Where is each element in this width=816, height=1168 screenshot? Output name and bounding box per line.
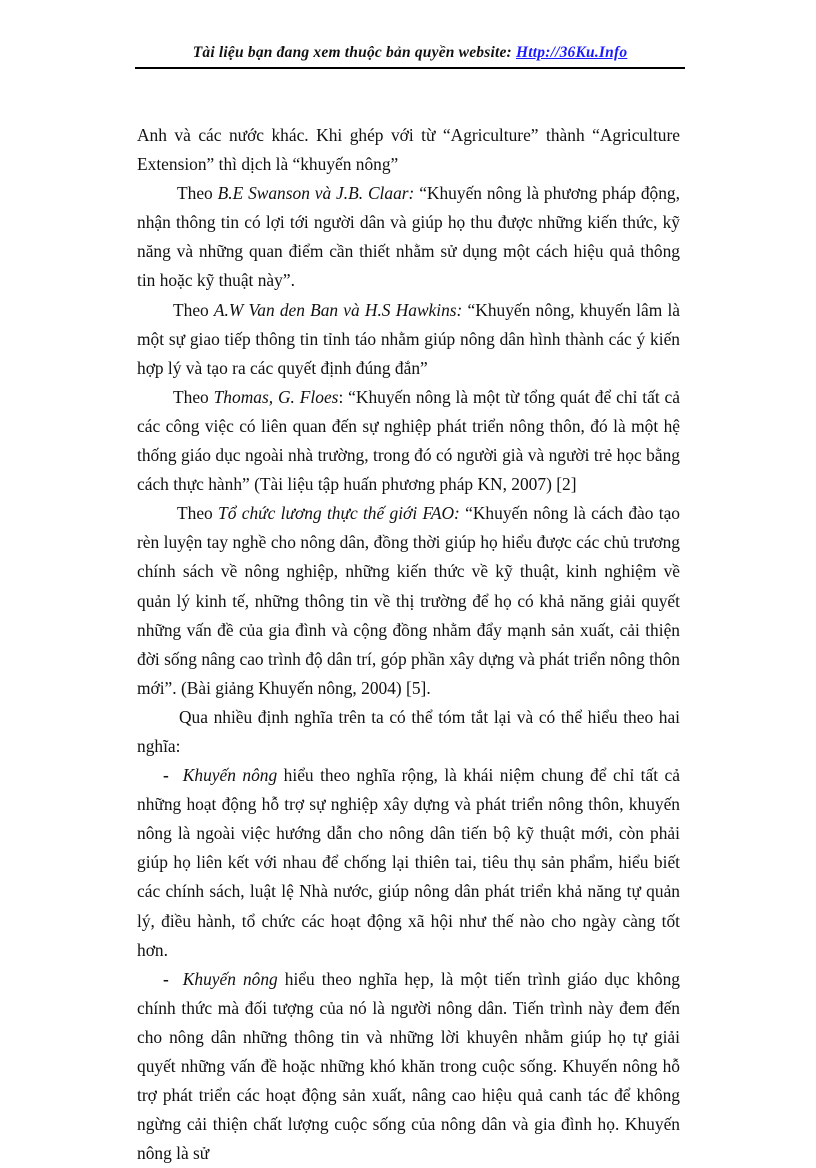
bullet-dash: - xyxy=(163,968,169,989)
paragraph-fao: Theo Tổ chức lương thực thế giới FAO: “Khuyến nông là cách đào tạo rèn luyện tay nghề cho nông dân, đồng thời giúp họ hiểu được các chủ trương chính sách về nông nghiệp, những kiến thức về kỹ thuật, kinh nghiệm về quản lý kinh tế, những thông tin về thị trường để họ có khả năng giải quyết những vấn đề của gia đình và cộng đồng nhằm đẩy mạnh sản xuất, cải thiện đời sống nâng cao trình độ dân trí, góp phần xây dựng và phát triển nông thôn mới”. (Bài giảng Khuyến nông, 2004) [5]. xyxy=(137,503,681,698)
paragraph-thomas: Theo Thomas, G. Floes: “Khuyến nông là một từ tổng quát để chỉ tất cả các công việc có liên quan đến sự nghiệp phát triển nông thôn, đó là một hệ thống giáo dục ngoài nhà trường, trong đó có người già và người trẻ học bằng cách thực hành” (Tài liệu tập huấn phương pháp KN, 2007) [2] xyxy=(137,386,680,495)
paragraph-1: Anh và các nước khác. Khi ghép với từ “Agriculture” thành “Agriculture Extension” thì dịch là “khuyến nông” xyxy=(137,125,680,175)
paragraph-swanson: Theo B.E Swanson và J.B. Claar: “Khuyến nông là phương pháp động, nhận thông tin có lợi tới người dân và giúp họ thu được những kiến thức, kỹ năng và những quan điểm cần thiết nhằm sử dụng một cách hiệu quả thông tin hoặc kỹ thuật này”. xyxy=(137,183,680,291)
source-swanson: B.E Swanson và J.B. Claar: xyxy=(217,183,415,204)
paragraph-vandenban: Theo A.W Van den Ban và H.S Hawkins: “Khuyến nông, khuyến lâm là một sự giao tiếp thông tin tỉnh táo nhằm giúp nông dân hình thành các ý kiến hợp lý và tạo ra các quyết định đúng đắn” xyxy=(137,299,680,378)
copyright-header xyxy=(135,44,685,62)
website-link[interactable]: Http://36Ku.Info xyxy=(516,44,628,61)
source-fao: Tổ chức lương thực thế giới FAO: xyxy=(218,503,460,524)
header-divider xyxy=(135,67,685,69)
bullet-narrow-meaning: - Khuyến nông hiểu theo nghĩa hẹp, là một tiến trình giáo dục không chính thức mà đối tượng của nó là người nông dân. Tiến trình này đem đến cho nông dân những thông tin và những lời khuyên nhằm giúp họ tự giải quyết những vấn đề hoặc những khó khăn trong cuộc sống. Khuyến nông hỗ trợ phát triển các hoạt động sản xuất, nâng cao hiệu quả canh tác để không ngừng cải thiện chất lượng cuộc sống của nông dân và gia đình họ. Khuyến nông là sử xyxy=(137,968,680,1164)
source-thomas: Thomas, G. Floes xyxy=(213,386,339,407)
bullet-broad-meaning: - Khuyến nông hiểu theo nghĩa rộng, là khái niệm chung để chỉ tất cả những hoạt động hỗ trợ sự nghiệp xây dựng và phát triển nông thôn, khuyến nông là ngoài việc hướng dẫn cho nông dân tiến bộ kỹ thuật mới, còn phải giúp họ liên kết với nhau để chống lại thiên tai, tiêu thụ sản phẩm, hiểu biết các chính sách, luật lệ Nhà nước, giúp nông dân phát triển khả năng tự quản lý, điều hành, tổ chức các hoạt động xã hội như thế nào cho ngày càng tốt hơn. xyxy=(137,765,680,960)
term-khuyen-nong: Khuyến nông xyxy=(182,968,278,989)
term-khuyen-nong: Khuyến nông xyxy=(182,765,278,786)
paragraph-summary: Qua nhiều định nghĩa trên ta có thể tóm tắt lại và có thể hiểu theo hai nghĩa: xyxy=(137,706,680,756)
source-vandenban: A.W Van den Ban và H.S Hawkins: xyxy=(213,299,463,320)
document-body xyxy=(137,121,680,1168)
bullet-dash: - xyxy=(163,765,169,786)
header-text: Tài liệu bạn đang xem thuộc bản quyền website: xyxy=(192,44,516,61)
